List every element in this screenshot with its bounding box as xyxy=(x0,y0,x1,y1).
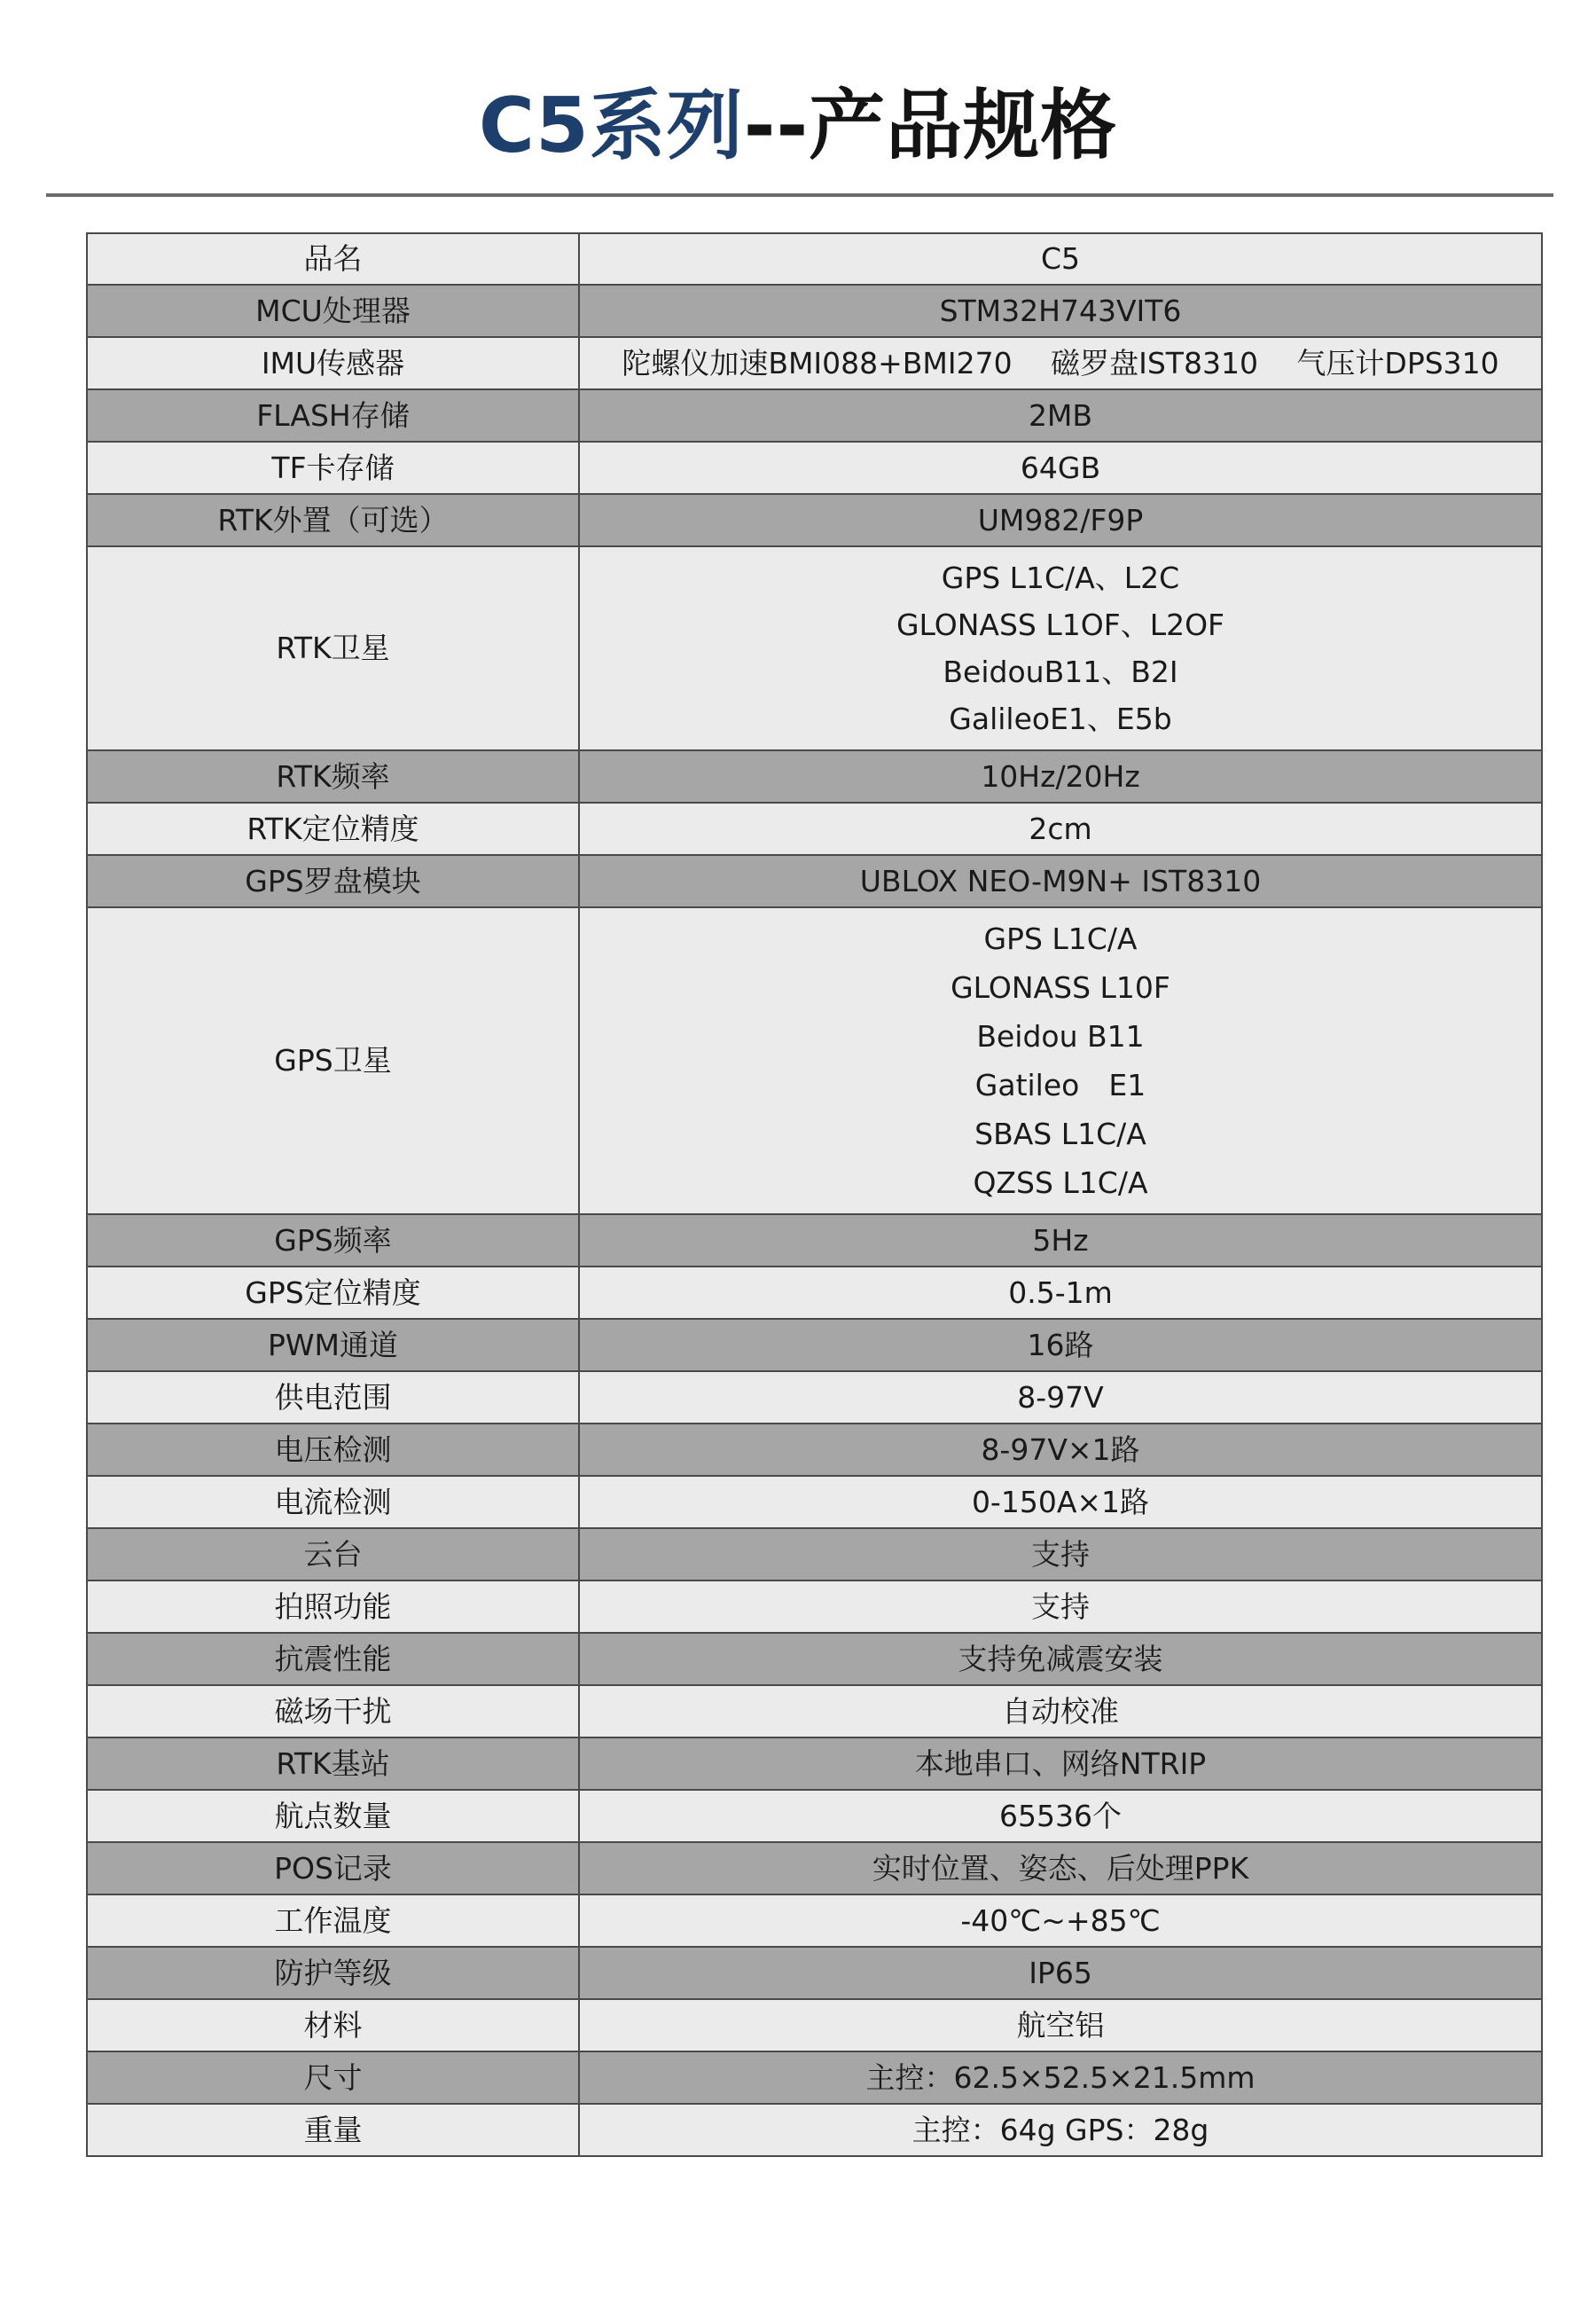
spec-label: GPS频率 xyxy=(87,1214,579,1267)
spec-row xyxy=(87,1842,1542,1894)
spec-label: 品名 xyxy=(87,233,579,285)
spec-value-line: UBLOX NEO-M9N+ IST8310 xyxy=(859,863,1262,898)
spec-value xyxy=(579,1528,1542,1580)
spec-row xyxy=(87,1267,1542,1319)
spec-label: GPS卫星 xyxy=(87,907,579,1214)
spec-row xyxy=(87,494,1542,546)
spec-row xyxy=(87,2051,1542,2104)
spec-row xyxy=(87,1894,1542,1947)
spec-value-line: 航空铝 xyxy=(1016,2007,1105,2043)
spec-value-line: 实时位置、姿态、后处理PPK xyxy=(872,1850,1249,1886)
spec-value-line: STM32H743VIT6 xyxy=(939,293,1182,328)
spec-value-line: C5 xyxy=(1040,241,1081,276)
spec-value-line: 64GB xyxy=(1020,450,1101,485)
spec-value-line: 65536个 xyxy=(999,1798,1122,1833)
spec-value-line: Gatileo E1 xyxy=(974,1068,1146,1102)
spec-value xyxy=(579,1737,1542,1790)
spec-label: 拍照功能 xyxy=(87,1580,579,1633)
spec-label: 电流检测 xyxy=(87,1476,579,1528)
spec-value-line: GalileoE1、E5b xyxy=(949,702,1172,736)
spec-value xyxy=(579,1790,1542,1842)
spec-label: RTK外置（可选） xyxy=(87,494,579,546)
spec-row xyxy=(87,1476,1542,1528)
spec-value xyxy=(579,1371,1542,1424)
spec-value-line: 陀螺仪加速BMI088+BMI270 磁罗盘IST8310 气压计DPS310 xyxy=(622,345,1499,380)
spec-value-line: 支持 xyxy=(1031,1536,1090,1572)
spec-value-line: BeidouB11、B2I xyxy=(943,655,1178,689)
spec-value xyxy=(579,389,1542,442)
page-title xyxy=(0,73,1596,179)
spec-value xyxy=(579,1999,1542,2051)
spec-label: 防护等级 xyxy=(87,1947,579,1999)
spec-value xyxy=(579,907,1542,1214)
spec-value xyxy=(579,1947,1542,1999)
spec-row xyxy=(87,285,1542,337)
spec-value xyxy=(579,1267,1542,1319)
spec-value xyxy=(579,1685,1542,1737)
spec-value xyxy=(579,803,1542,855)
spec-value xyxy=(579,285,1542,337)
spec-label: RTK基站 xyxy=(87,1737,579,1790)
spec-value xyxy=(579,546,1542,750)
spec-value-line: 0.5-1m xyxy=(1008,1275,1113,1310)
spec-value xyxy=(579,1580,1542,1633)
spec-label: 磁场干扰 xyxy=(87,1685,579,1737)
spec-label: 重量 xyxy=(87,2104,579,2156)
spec-value-line: 主控：64g GPS：28g xyxy=(911,2112,1209,2147)
spec-value xyxy=(579,442,1542,494)
spec-value xyxy=(579,1319,1542,1371)
spec-label: 电压检测 xyxy=(87,1424,579,1476)
spec-row xyxy=(87,907,1542,1214)
spec-label: GPS定位精度 xyxy=(87,1267,579,1319)
spec-label: 材料 xyxy=(87,1999,579,2051)
spec-value-line: QZSS L1C/A xyxy=(973,1165,1148,1200)
spec-value-line: 5Hz xyxy=(1032,1222,1089,1258)
spec-value xyxy=(579,1214,1542,1267)
spec-value xyxy=(579,2104,1542,2156)
spec-label: 抗震性能 xyxy=(87,1633,579,1685)
spec-row xyxy=(87,389,1542,442)
spec-row xyxy=(87,442,1542,494)
spec-value-line: GLONASS L10F xyxy=(951,970,1170,1005)
spec-value-line: GLONASS L1OF、L2OF xyxy=(896,608,1225,642)
spec-value xyxy=(579,233,1542,285)
spec-label: 航点数量 xyxy=(87,1790,579,1842)
spec-value-line: -40℃~+85℃ xyxy=(960,1902,1161,1938)
spec-value-line: 16路 xyxy=(1027,1327,1094,1362)
spec-value-line: 本地串口、网络NTRIP xyxy=(914,1745,1207,1781)
spec-row xyxy=(87,1319,1542,1371)
spec-row xyxy=(87,1737,1542,1790)
spec-row xyxy=(87,233,1542,285)
spec-row xyxy=(87,1633,1542,1685)
spec-value-line: 2cm xyxy=(1029,811,1092,846)
spec-row xyxy=(87,1214,1542,1267)
spec-row xyxy=(87,855,1542,907)
page-title-suffix: --产品规格 xyxy=(743,82,1118,170)
spec-value-line: 8-97V xyxy=(1017,1379,1104,1415)
spec-label: 供电范围 xyxy=(87,1371,579,1424)
spec-value-line: 支持 xyxy=(1031,1588,1090,1624)
spec-value-line: 2MB xyxy=(1028,397,1093,433)
spec-row xyxy=(87,1528,1542,1580)
spec-value-line: 支持免减震安装 xyxy=(958,1641,1163,1676)
spec-value xyxy=(579,1476,1542,1528)
spec-value-line: GPS L1C/A、L2C xyxy=(941,561,1180,595)
spec-row xyxy=(87,1371,1542,1424)
spec-label: MCU处理器 xyxy=(87,285,579,337)
spec-row xyxy=(87,1580,1542,1633)
spec-label: FLASH存储 xyxy=(87,389,579,442)
spec-label: RTK卫星 xyxy=(87,546,579,750)
spec-label: PWM通道 xyxy=(87,1319,579,1371)
spec-row xyxy=(87,803,1542,855)
spec-value xyxy=(579,2051,1542,2104)
spec-label: RTK频率 xyxy=(87,750,579,803)
spec-label: POS记录 xyxy=(87,1842,579,1894)
spec-row xyxy=(87,1947,1542,1999)
spec-row xyxy=(87,337,1542,389)
spec-value-line: Beidou B11 xyxy=(976,1019,1145,1054)
spec-value xyxy=(579,855,1542,907)
spec-label: 尺寸 xyxy=(87,2051,579,2104)
spec-label: RTK定位精度 xyxy=(87,803,579,855)
spec-value-line: 10Hz/20Hz xyxy=(981,758,1140,794)
spec-value-line: IP65 xyxy=(1029,1955,1092,1990)
spec-row xyxy=(87,1999,1542,2051)
spec-value xyxy=(579,1842,1542,1894)
spec-value-line: 8-97V×1路 xyxy=(981,1431,1140,1467)
spec-table xyxy=(86,232,1543,2157)
spec-value xyxy=(579,337,1542,389)
page-title-series: C5系列 xyxy=(478,82,744,170)
title-divider xyxy=(46,193,1553,197)
spec-value-line: 主控：62.5×52.5×21.5mm xyxy=(865,2059,1256,2095)
spec-value xyxy=(579,750,1542,803)
spec-value xyxy=(579,494,1542,546)
spec-row xyxy=(87,2104,1542,2156)
spec-row xyxy=(87,750,1542,803)
spec-value xyxy=(579,1633,1542,1685)
spec-value xyxy=(579,1894,1542,1947)
spec-value-line: 0-150A×1路 xyxy=(971,1484,1150,1519)
spec-label: GPS罗盘模块 xyxy=(87,855,579,907)
spec-value-line: SBAS L1C/A xyxy=(974,1117,1146,1151)
spec-label: 云台 xyxy=(87,1528,579,1580)
spec-label: IMU传感器 xyxy=(87,337,579,389)
spec-table-body xyxy=(87,233,1542,2156)
spec-label: 工作温度 xyxy=(87,1894,579,1947)
spec-row xyxy=(87,546,1542,750)
spec-value-line: GPS L1C/A xyxy=(983,922,1138,956)
spec-row xyxy=(87,1424,1542,1476)
spec-row xyxy=(87,1790,1542,1842)
spec-value-line: 自动校准 xyxy=(1002,1693,1119,1729)
spec-label: TF卡存储 xyxy=(87,442,579,494)
spec-value xyxy=(579,1424,1542,1476)
spec-row xyxy=(87,1685,1542,1737)
spec-value-line: UM982/F9P xyxy=(977,502,1144,537)
